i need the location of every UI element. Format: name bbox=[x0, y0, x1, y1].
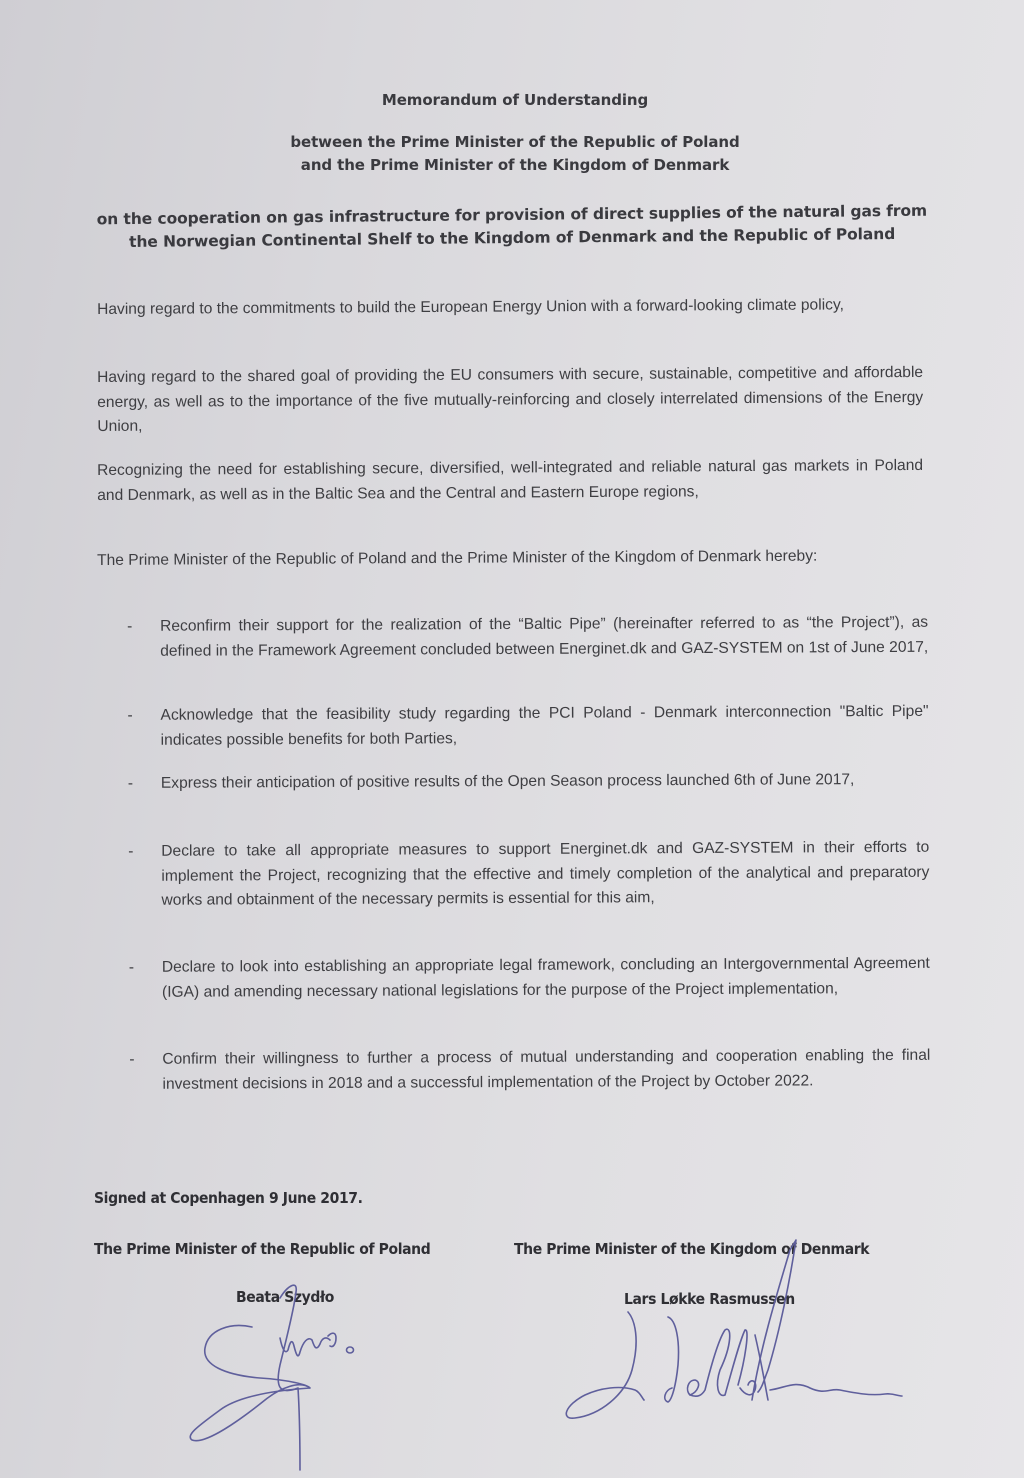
parties-line-2: and the Prime Minister of the Kingdom of Denmark bbox=[300, 156, 730, 174]
commitment-item bbox=[122, 1044, 930, 1097]
commitment-item bbox=[121, 768, 929, 797]
commitment-text: Reconfirm their support for the realization of the “Baltic Pipe” (hereinafter referred to as “the Project”), as defined in the Framework Agreement concluded between Energinet.dk and GAZ-SYSTEM on 1st of June 2017, bbox=[160, 613, 929, 660]
commitment-item bbox=[121, 836, 929, 914]
commitment-text: Declare to look into establishing an appropriate legal framework, concluding an Intergovernmental Agreement (IGA) and amending necessary national legislations for the purpose of the Project implementation, bbox=[161, 954, 930, 1001]
commitment-item bbox=[120, 700, 928, 753]
parties-line-1: between the Prime Minister of the Republic of Poland bbox=[290, 133, 740, 151]
preamble-paragraph: Having regard to the shared goal of providing the EU consumers with secure, sustainable, competitive and affordable energy, as well as to the importance of the five mutually-reinforcing and closely interrelated dimensions of the Energy Union, bbox=[97, 363, 924, 435]
bullet-dash: - bbox=[129, 1050, 135, 1068]
bullet-dash: - bbox=[127, 617, 133, 635]
subject-line-1: on the cooperation on gas infrastructure for provision of direct supplies of the natural gas from bbox=[96, 201, 928, 229]
signatory-title-poland: The Prime Minister of the Republic of Poland bbox=[94, 1240, 431, 1258]
bullet-dash: - bbox=[128, 842, 134, 860]
commitment-text: Declare to take all appropriate measures to support Energinet.dk and GAZ-SYSTEM in their efforts to implement the Project, recognizing that the effective and timely completion of the analytical and preparatory works and obtainment of the necessary permits is essential for this aim, bbox=[161, 838, 930, 909]
commitment-text: Express their anticipation of positive results of the Open Season process launched 6th of June 2017, bbox=[160, 771, 855, 792]
preamble-paragraph: Recognizing the need for establishing secure, diversified, well-integrated and reliable natural gas markets in Poland and Denmark, as well as in the Baltic Sea and the Central and Eastern Europe regions, bbox=[97, 456, 924, 504]
document-title: Memorandum of Understanding bbox=[381, 91, 649, 109]
commitment-item bbox=[120, 611, 928, 664]
signatory-name-denmark: Lars Løkke Rasmussen bbox=[624, 1290, 795, 1308]
subject-line-2: the Norwegian Continental Shelf to the Kingdom of Denmark and the Republic of Poland bbox=[128, 224, 896, 252]
signatory-title-denmark: The Prime Minister of the Kingdom of Denmark bbox=[514, 1240, 870, 1258]
signatory-name-poland: Beata Szydło bbox=[236, 1288, 334, 1306]
preamble-paragraph: The Prime Minister of the Republic of Poland and the Prime Minister of the Kingdom of Denmark hereby: bbox=[97, 547, 818, 569]
commitment-text: Acknowledge that the feasibility study regarding the PCI Poland - Denmark interconnection "Baltic Pipe" indicates possible benefits for both Parties, bbox=[160, 702, 929, 749]
subject-heading bbox=[92, 200, 932, 255]
signing-place-date: Signed at Copenhagen 9 June 2017. bbox=[94, 1189, 363, 1207]
bullet-dash: - bbox=[127, 706, 133, 724]
parties-heading bbox=[80, 131, 950, 177]
bullet-dash: - bbox=[127, 774, 134, 792]
bullet-dash: - bbox=[128, 958, 135, 976]
commitments-list bbox=[120, 611, 931, 1093]
commitment-text: Confirm their willingness to further a process of mutual understanding and cooperation enabling the final investment decisions in 2018 and a successful implementation of the Project by October 2022. bbox=[162, 1046, 931, 1093]
commitment-item bbox=[122, 952, 930, 1005]
preamble-paragraph: Having regard to the commitments to build the European Energy Union with a forward-looking climate policy, bbox=[97, 296, 844, 318]
